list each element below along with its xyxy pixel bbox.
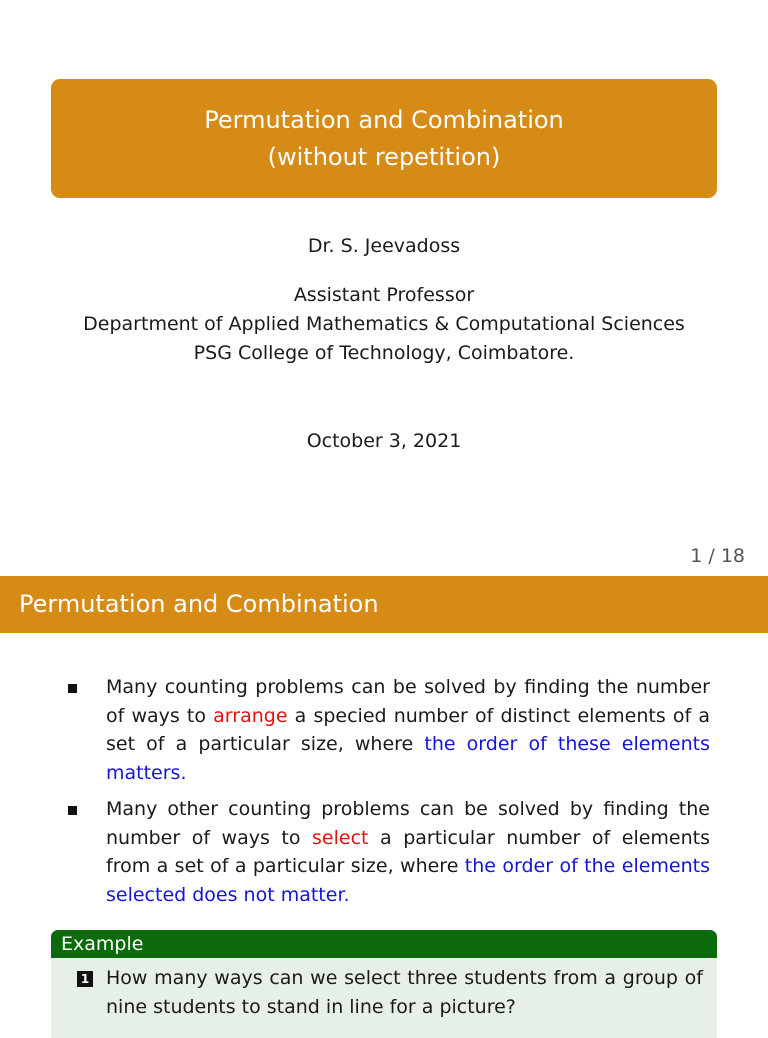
title-line-1: Permutation and Combination — [204, 105, 564, 134]
bullet-text: a specied number of distinct elements of a set of a particular size, where — [106, 704, 710, 756]
title-line-2: (without repetition) — [267, 142, 501, 171]
bullet-list — [68, 673, 710, 917]
bullet-text: Many counting problems can be solved by finding the number of ways to — [106, 676, 710, 727]
bullet-square-icon — [68, 684, 77, 693]
presentation-date: October 3, 2021 — [306, 430, 462, 452]
title-block — [51, 79, 717, 198]
example-block — [51, 930, 717, 1030]
content-slide — [0, 576, 768, 1024]
affiliation-department: Department of Applied Mathematics & Computational Sciences — [83, 313, 685, 335]
affiliation-position: Assistant Professor — [293, 284, 475, 306]
bullet-period: . — [343, 883, 350, 906]
author-name: Dr. S. Jeevadoss — [307, 235, 461, 257]
page-number: 1 / 18 — [690, 545, 745, 567]
bullet-text: a particular number of elements from a set of a particular size, where — [106, 826, 710, 878]
example-item — [77, 964, 703, 1021]
highlight-order-matters: the order of these elements matters — [106, 733, 710, 785]
example-title: Example — [51, 930, 717, 958]
bullet-square-icon — [68, 806, 77, 815]
highlight-arrange: arrange — [213, 704, 288, 727]
bullet-period: . — [180, 762, 187, 785]
example-question-text: How many ways can we select three students from a group of nine students to stand in line for a picture? — [106, 967, 703, 1018]
highlight-select: select — [312, 826, 369, 849]
bullet-item-select — [68, 795, 710, 910]
bullet-text: Many other counting problems can be solved by finding the number of ways to — [106, 797, 710, 849]
bullet-item-arrange — [68, 673, 710, 788]
affiliation-block — [0, 281, 768, 368]
enumerate-number-icon: 1 — [77, 971, 93, 987]
example-body — [51, 958, 717, 1038]
frame-title: Permutation and Combination — [0, 576, 768, 633]
highlight-order-not-matter: the order of the elements selected does not matter — [106, 855, 710, 906]
affiliation-institution: PSG College of Technology, Coimbatore. — [193, 342, 575, 364]
